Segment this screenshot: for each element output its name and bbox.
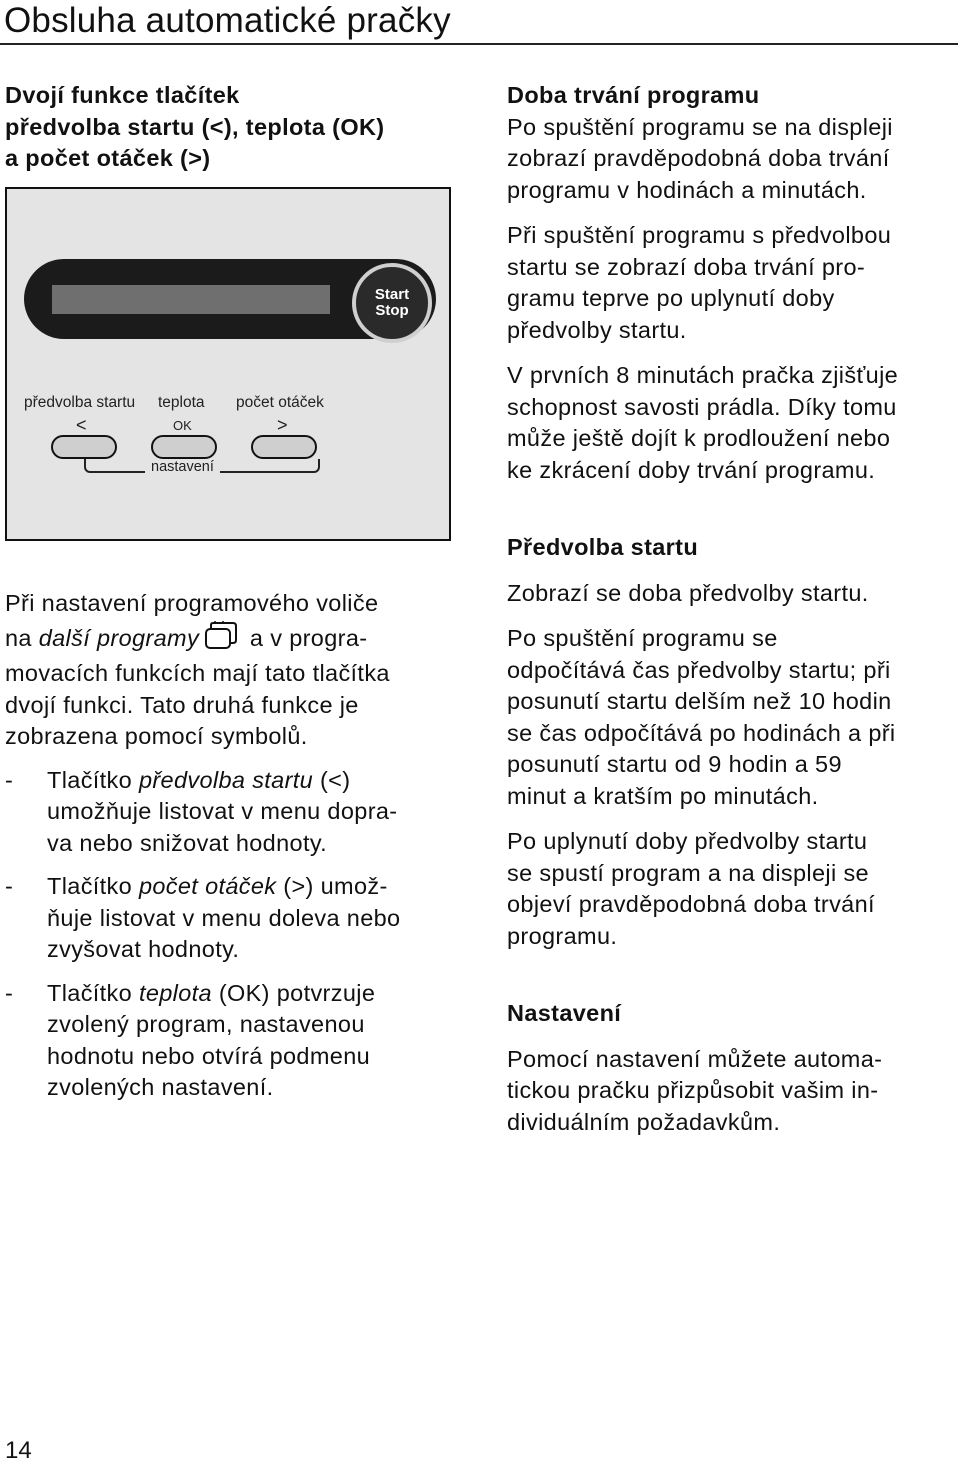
start-stop-button [352, 263, 432, 343]
left-body [5, 588, 455, 1104]
ok-symbol: OK [173, 418, 192, 433]
lcd-display [52, 285, 330, 314]
text-line: odpočítává čas předvolby startu; při [507, 656, 891, 683]
predvolba-button [51, 435, 117, 459]
pocet-otacek-button [251, 435, 317, 459]
intro-line: zobrazena pomocí symbolů. [5, 723, 308, 749]
start-label: Start [374, 286, 410, 303]
bullet-pocet-otacek: - Tlačítko počet otáček (>) umož- ňuje listovat v menu doleva nebo zvyšovat hodnoty. [5, 873, 401, 962]
page-title: Obsluha automatické pračky [4, 1, 451, 40]
text-line: může ještě dojít k prodloužení nebo [507, 425, 891, 451]
text-line: Při spuštění programu s předvolbou [507, 222, 892, 248]
text-line: se spustí program a na displeji se [507, 859, 869, 886]
text-line: Po uplynutí doby předvolby startu [507, 828, 868, 854]
text-line: tickou pračku přizpůsobit vašim in- [507, 1077, 879, 1103]
title-rule [0, 43, 958, 45]
control-panel-illustration [5, 187, 451, 541]
label-pocet-otacek: počet otáček [236, 394, 324, 411]
intro-line: na další programy a v progra- [5, 620, 455, 659]
intro-line: movacích funkcích mají tato tlačítka [5, 660, 390, 686]
text-line: posunutí startu od 9 hodin a 59 [507, 751, 842, 777]
text-line: dividuálním požadavkům. [507, 1108, 781, 1135]
stop-label: Stop [375, 302, 409, 319]
intro-line: Při nastavení programového voliče [5, 590, 379, 616]
teplota-button [151, 435, 217, 459]
greater-than-symbol: > [277, 415, 288, 435]
text-line: schopnost savosti prádla. Díky tomu [507, 393, 897, 420]
text-line: objeví pravděpodobná doba trvání [507, 891, 875, 917]
text-line: Zobrazí se doba předvolby startu. [507, 579, 869, 606]
heading-line: Dvojí funkce tlačítek [5, 82, 240, 108]
bullet-teplota: - Tlačítko teplota (OK) potvrzuje zvolený program, nastavenou hodnotu nebo otvírá podmenu zvolených nastavení. [5, 979, 376, 1100]
text-line: startu se zobrazí doba trvání pro- [507, 253, 866, 280]
label-nastaveni: nastavení [145, 459, 220, 475]
section-heading-predvolba: Předvolba startu [507, 534, 699, 560]
right-column [507, 80, 957, 1138]
heading-line: předvolba startu (<), teplota (OK) [5, 113, 385, 140]
text-line: Po spuštění programu se na displeji [507, 113, 893, 140]
left-heading [5, 80, 455, 175]
text-line: Pomocí nastavení můžete automa- [507, 1045, 883, 1072]
label-teplota: teplota [158, 394, 205, 411]
text-line: se čas odpočítává po hodinách a při [507, 719, 896, 746]
page-number: 14 [5, 1437, 32, 1464]
text-line: posunutí startu delším než 10 hodin [507, 688, 892, 714]
section-heading-doba: Doba trvání programu [507, 82, 760, 108]
programs-menu-icon [203, 620, 239, 659]
section-heading-nastaveni: Nastavení [507, 1000, 622, 1026]
heading-line: a počet otáček (>) [5, 145, 211, 171]
text-line: minut a kratším po minutách. [507, 782, 819, 809]
intro-line: dvojí funkci. Tato druhá funkce je [5, 691, 359, 718]
text-line: gramu teprve po uplynutí doby [507, 285, 835, 311]
text-line: programu v hodinách a minutách. [507, 176, 867, 203]
text-line: zobrazí pravděpodobná doba trvání [507, 145, 890, 171]
less-than-symbol: < [76, 415, 87, 435]
text-line: předvolby startu. [507, 316, 687, 343]
text-line: ke zkrácení doby trvání programu. [507, 456, 876, 483]
text-line: Po spuštění programu se [507, 625, 778, 651]
text-line: programu. [507, 922, 618, 949]
text-line: V prvních 8 minutách pračka zjišťuje [507, 362, 899, 388]
bullet-predvolba: - Tlačítko předvolba startu (<) umožňuje listovat v menu dopra- va nebo snižovat hodnoty. [5, 766, 398, 856]
label-predvolba: předvolba startu [24, 394, 136, 411]
